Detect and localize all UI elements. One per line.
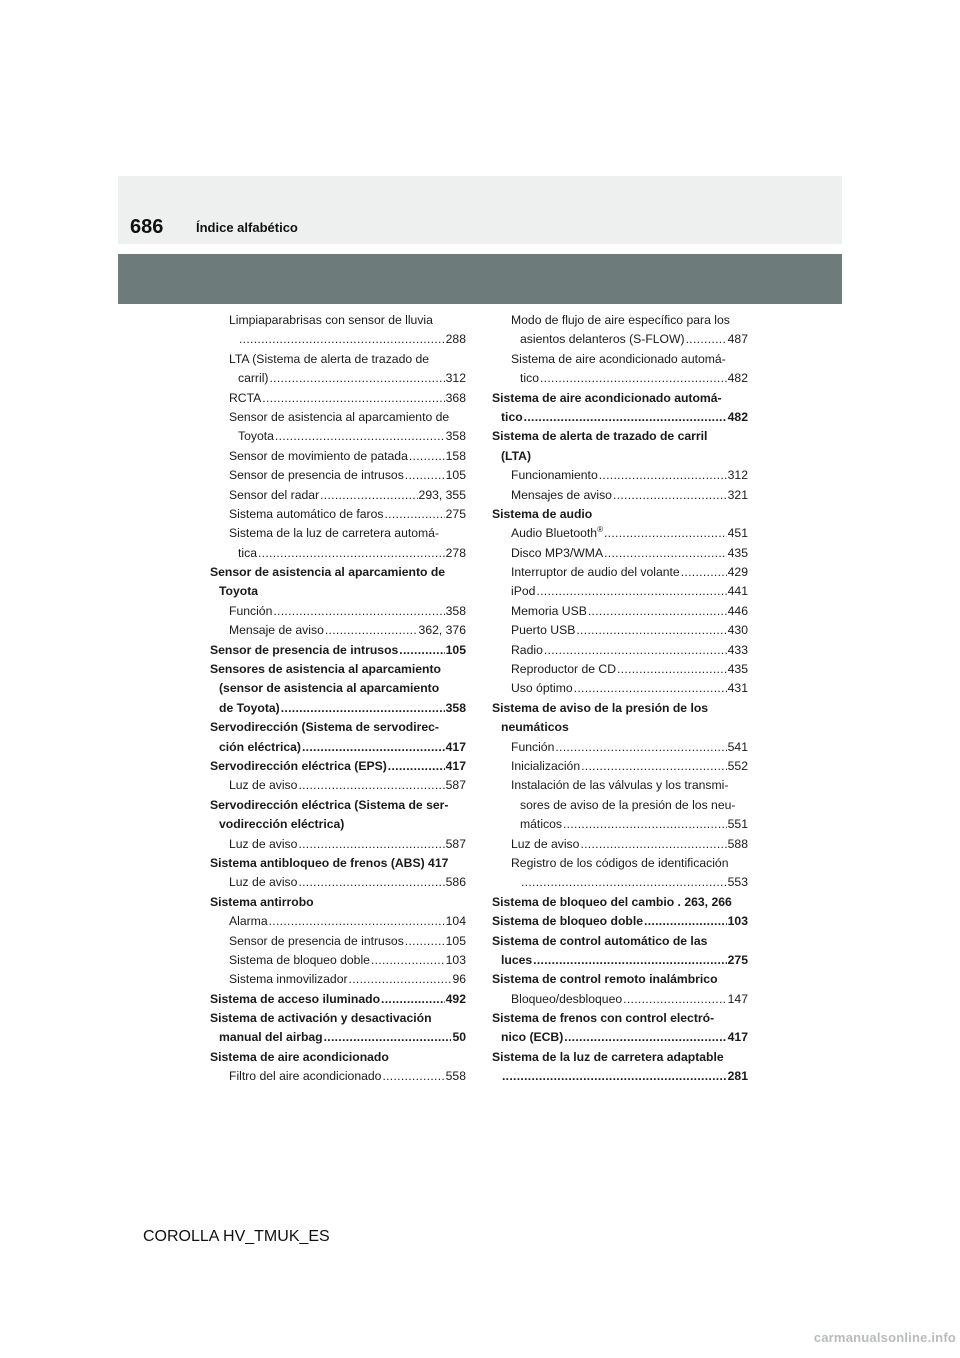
dot-leader — [324, 1028, 452, 1047]
dot-leader — [388, 757, 445, 776]
index-entry — [210, 854, 466, 873]
index-entry — [492, 408, 748, 427]
index-entry-text: Luz de aviso — [229, 836, 298, 851]
index-entry — [492, 854, 748, 873]
index-entry-text: Sistema de aire acondicionado automá- — [492, 390, 722, 405]
index-entry-text: Sistema antibloqueo de frenos (ABS) 417 — [210, 855, 449, 870]
index-entry-text: tico — [501, 409, 523, 424]
dot-leader — [320, 486, 417, 505]
dot-leader — [382, 1067, 444, 1086]
index-entry — [210, 1067, 466, 1086]
index-entry — [492, 389, 748, 408]
index-page-ref: 446 — [727, 603, 748, 618]
index-entry-text: de Toyota) — [219, 700, 280, 715]
index-entry — [210, 486, 466, 505]
dot-leader — [564, 1028, 726, 1047]
index-entry — [492, 427, 748, 446]
index-page-ref: 278 — [445, 545, 466, 560]
index-entry — [492, 621, 748, 640]
index-entry-text: Sistema de aviso de la presión de los — [492, 700, 709, 715]
index-entry-text: luces — [501, 952, 533, 967]
index-entry-text: Sistema automático de faros — [229, 506, 384, 521]
index-entry-text: Sensor de presencia de intrusos — [210, 642, 399, 657]
index-entry — [492, 718, 748, 737]
index-column-left — [210, 311, 466, 1087]
index-entry — [492, 835, 748, 854]
index-page-ref: 275 — [727, 952, 748, 967]
index-entry-text: Luz de aviso — [229, 778, 298, 793]
index-entry — [492, 796, 748, 815]
index-entry — [210, 427, 466, 446]
index-entry-text: Mensaje de aviso — [229, 623, 324, 638]
index-entry — [210, 408, 466, 427]
index-entry-text: Interruptor de audio del volante — [511, 565, 680, 580]
index-page-ref: 275 — [445, 506, 466, 521]
index-entry — [492, 815, 748, 834]
index-entry — [210, 990, 466, 1009]
index-entry-text: Bloqueo/desbloqueo — [511, 991, 623, 1006]
index-entry-text: Sistema antirrobo — [210, 894, 314, 909]
index-entry — [210, 776, 466, 795]
index-page-ref: 552 — [727, 758, 748, 773]
index-entry-text: Sistema inmovilizador — [229, 972, 348, 987]
index-entry — [492, 932, 748, 951]
index-page-ref: 541 — [727, 739, 748, 754]
dot-leader — [409, 447, 445, 466]
page-number: 686 — [130, 216, 164, 238]
index-entry — [210, 350, 466, 369]
index-entry-text: Alarma — [229, 914, 268, 929]
index-entry — [492, 738, 748, 757]
index-page-ref: 429 — [727, 565, 748, 580]
index-entry — [210, 330, 466, 349]
section-title: Índice alfabético — [196, 220, 298, 235]
index-entry — [210, 893, 466, 912]
dot-leader — [302, 738, 445, 757]
dot-leader — [239, 330, 445, 349]
index-page-ref: 147 — [727, 991, 748, 1006]
dot-leader — [576, 621, 726, 640]
index-page-ref: 441 — [727, 584, 748, 599]
dot-leader — [273, 602, 444, 621]
index-page-ref: 281 — [727, 1069, 748, 1084]
index-entry-text: Sensor de asistencia al aparcamiento de — [210, 565, 446, 580]
index-entry — [210, 447, 466, 466]
index-entry-text: Audio Bluetooth® — [511, 525, 603, 541]
index-page-ref: 417 — [727, 1030, 748, 1045]
index-entry — [492, 369, 748, 388]
index-entry-text: Sensores de asistencia al aparcamiento — [210, 662, 441, 677]
dot-leader — [544, 641, 727, 660]
watermark: carmanualsonline.info — [813, 1330, 956, 1345]
index-entry-text: manual del airbag — [219, 1030, 323, 1045]
index-entry-text: Sistema de control automático de las — [492, 933, 708, 948]
dot-leader — [599, 466, 727, 485]
index-entry — [210, 970, 466, 989]
index-entry — [210, 835, 466, 854]
index-page-ref: 451 — [727, 526, 748, 541]
index-entry-text: Reproductor de CD — [511, 662, 616, 677]
index-entry-text: Sensor de presencia de intrusos — [229, 933, 404, 948]
index-entry — [492, 582, 748, 601]
index-entry — [210, 602, 466, 621]
index-entry-text: Inicialización — [511, 758, 581, 773]
index-page-ref: 312 — [727, 468, 748, 483]
index-entry — [210, 544, 466, 563]
index-entry — [210, 679, 466, 698]
index-entry-text: Sistema de bloqueo del cambio . 263, 266 — [492, 894, 732, 909]
dot-leader — [281, 699, 445, 718]
index-entry-text: RCTA — [229, 390, 262, 405]
index-entry-text: tica — [238, 545, 257, 560]
index-entry-text: Toyota — [238, 429, 274, 444]
dot-leader — [613, 486, 727, 505]
index-page-ref: 487 — [727, 332, 748, 347]
index-entry — [210, 389, 466, 408]
index-entry-text: Sistema de la luz de carretera adaptable — [492, 1049, 724, 1064]
dot-leader — [298, 776, 444, 795]
index-entry-text: Limpiaparabrisas con sensor de lluvia — [229, 313, 433, 327]
index-entry — [492, 679, 748, 698]
dot-leader — [524, 408, 727, 427]
dot-leader — [298, 873, 444, 892]
index-page-ref: 96 — [452, 972, 466, 987]
footer-model-code: COROLLA HV_TMUK_ES — [143, 1228, 330, 1245]
dot-leader — [405, 932, 445, 951]
dot-leader — [399, 641, 444, 660]
dot-leader — [275, 427, 445, 446]
index-page-ref: 430 — [727, 623, 748, 638]
index-page-ref: 492 — [445, 991, 466, 1006]
index-entry — [210, 718, 466, 737]
index-entry-text: Registro de los códigos de identificación — [511, 855, 729, 870]
index-entry — [492, 466, 748, 485]
index-entry — [492, 893, 748, 912]
index-page-ref: 433 — [727, 642, 748, 657]
index-entry-text: Radio — [511, 642, 543, 657]
index-entry-text: Funcionamiento — [511, 468, 598, 483]
index-entry-text: vodirección eléctrica) — [219, 817, 345, 832]
dot-leader — [536, 582, 726, 601]
index-entry-text: (LTA) — [501, 448, 531, 463]
index-entry — [492, 350, 748, 369]
index-entry — [492, 544, 748, 563]
index-entry — [492, 641, 748, 660]
index-entry — [210, 738, 466, 757]
dot-leader — [502, 1067, 727, 1086]
dot-leader — [371, 951, 445, 970]
index-entry-text: Toyota — [219, 584, 259, 599]
index-entry-text: Sensor de presencia de intrusos — [229, 468, 404, 483]
index-entry-text: sores de aviso de la presión de los neu- — [520, 797, 736, 812]
index-page-ref: 417 — [445, 739, 466, 754]
index-page-ref: 358 — [445, 700, 466, 715]
index-entry — [210, 932, 466, 951]
dot-leader — [681, 563, 727, 582]
dot-leader — [381, 990, 445, 1009]
index-entry-text: Sistema de frenos con control electró- — [492, 1011, 715, 1026]
dot-leader — [521, 873, 727, 892]
index-entry-text: Sistema de acceso iluminado — [210, 991, 381, 1006]
index-entry — [492, 757, 748, 776]
index-entry — [210, 505, 466, 524]
index-entry — [492, 486, 748, 505]
index-entry-text: tico — [520, 371, 539, 386]
index-entry — [210, 796, 466, 815]
index-column-right — [492, 311, 748, 1087]
index-entry — [492, 330, 748, 349]
index-entry — [210, 621, 466, 640]
dot-leader — [540, 369, 727, 388]
dot-leader — [298, 835, 444, 854]
index-page-ref: 293, 355 — [418, 487, 466, 502]
index-entry — [492, 1009, 748, 1028]
index-page-ref: 435 — [727, 545, 748, 560]
index-entry-text: Servodirección (Sistema de servodirec- — [210, 720, 439, 735]
index-entry — [210, 951, 466, 970]
index-entry — [210, 369, 466, 388]
index-entry-text: Instalación de las válvulas y los transmi- — [511, 778, 729, 793]
index-entry-text: Servodirección eléctrica (EPS) — [210, 758, 387, 773]
index-entry — [492, 1067, 748, 1086]
index-entry — [492, 447, 748, 466]
index-entry-text: Sistema de audio — [492, 506, 593, 521]
index-entry-text: ción eléctrica) — [219, 739, 301, 754]
index-page-ref: 417 — [445, 758, 466, 773]
index-entry-text: carril) — [238, 371, 269, 386]
index-entry-text: asientos delanteros (S-FLOW) — [520, 332, 685, 347]
index-page-ref: 158 — [445, 448, 466, 463]
index-entry-text: Sensor de movimiento de patada — [229, 448, 408, 463]
index-entry-text: Sensor de asistencia al aparcamiento de — [229, 409, 450, 424]
index-entry-text: Sensor del radar — [229, 487, 320, 502]
index-entry — [492, 990, 748, 1009]
index-entry-text: Modo de flujo de aire específico para los — [511, 313, 730, 327]
dot-leader — [349, 970, 452, 989]
dot-leader — [604, 544, 727, 563]
index-entry-text: máticos — [520, 817, 562, 832]
index-entry-text: Uso óptimo — [511, 681, 573, 696]
index-page-ref: 431 — [727, 681, 748, 696]
index-entry — [492, 699, 748, 718]
index-page-ref: 321 — [727, 487, 748, 502]
index-entry — [210, 311, 466, 330]
index-page-ref: 362, 376 — [418, 623, 466, 638]
dot-leader — [644, 912, 727, 931]
dot-leader — [269, 912, 445, 931]
index-page-ref: 103 — [445, 952, 466, 967]
dot-leader — [581, 757, 727, 776]
index-entry — [210, 873, 466, 892]
index-entry-text: Sistema de bloqueo doble — [229, 952, 370, 967]
index-entry — [210, 1048, 466, 1067]
dot-leader — [384, 505, 444, 524]
index-entry — [492, 970, 748, 989]
index-entry-text: Sistema de control remoto inalámbrico — [492, 972, 718, 987]
index-entry — [492, 912, 748, 931]
index-page-ref: 551 — [727, 817, 748, 832]
index-entry-text: Sistema de aire acondicionado automá- — [511, 351, 726, 366]
index-entry — [210, 660, 466, 679]
index-entry — [210, 699, 466, 718]
index-page-ref: 587 — [445, 778, 466, 793]
index-entry-text: Sistema de alerta de trazado de carril — [492, 429, 708, 444]
index-page-ref: 103 — [727, 914, 748, 929]
index-page-ref: 105 — [445, 933, 466, 948]
index-entry — [210, 641, 466, 660]
header-bar — [118, 254, 842, 304]
dot-leader — [563, 815, 727, 834]
dot-leader — [258, 544, 445, 563]
dot-leader — [405, 466, 445, 485]
index-entry — [210, 582, 466, 601]
index-page-ref: 482 — [727, 371, 748, 386]
index-entry-text: Sistema de activación y desactivación — [210, 1011, 432, 1026]
index-entry-text: LTA (Sistema de alerta de trazado de — [229, 351, 430, 366]
index-entry-text: Filtro del aire acondicionado — [229, 1069, 382, 1084]
index-entry-text: Disco MP3/WMA — [511, 545, 604, 560]
index-entry-text: nico (ECB) — [501, 1030, 564, 1045]
dot-leader — [580, 835, 726, 854]
index-entry — [210, 1009, 466, 1028]
index-entry — [492, 873, 748, 892]
index-page-ref: 105 — [445, 642, 466, 657]
index-entry — [210, 524, 466, 543]
index-entry — [210, 563, 466, 582]
index-entry-text: iPod — [511, 584, 536, 599]
dot-leader — [269, 369, 444, 388]
index-entry — [492, 563, 748, 582]
index-entry — [492, 505, 748, 524]
index-entry — [210, 1028, 466, 1047]
index-entry-text: Sistema de la luz de carretera automá- — [229, 526, 439, 541]
dot-leader — [588, 602, 727, 621]
index-page-ref: 553 — [727, 875, 748, 890]
index-entry-text: Luz de aviso — [511, 836, 580, 851]
index-entry-text: Sistema de aire acondicionado — [210, 1049, 389, 1064]
dot-leader — [686, 330, 727, 349]
index-entry-text: Sistema de bloqueo doble — [492, 914, 644, 929]
index-page-ref: 105 — [445, 468, 466, 483]
dot-leader — [604, 524, 727, 543]
index-entry — [492, 951, 748, 970]
index-entry-text: Mensajes de aviso — [511, 487, 612, 502]
index-entry-text: Servodirección eléctrica (Sistema de ser- — [210, 797, 449, 812]
dot-leader — [555, 738, 726, 757]
index-entry — [492, 311, 748, 330]
index-page-ref: 588 — [727, 836, 748, 851]
index-page-ref: 368 — [445, 390, 466, 405]
index-page-ref: 358 — [445, 603, 466, 618]
index-entry-text: Función — [511, 739, 555, 754]
index-entry — [492, 1028, 748, 1047]
index-entry — [492, 1048, 748, 1067]
dot-leader — [574, 679, 727, 698]
index-entry — [492, 776, 748, 795]
index-entry-text: Luz de aviso — [229, 875, 298, 890]
index-entry-text: Memoria USB — [511, 603, 587, 618]
index-page-ref: 50 — [452, 1030, 466, 1045]
index-page-ref: 482 — [727, 409, 748, 424]
index-entry — [210, 815, 466, 834]
index-entry — [492, 524, 748, 543]
index-page-ref: 586 — [445, 875, 466, 890]
index-page-ref: 587 — [445, 836, 466, 851]
index-entry — [492, 660, 748, 679]
index-entry — [492, 602, 748, 621]
index-entry-text: neumáticos — [501, 720, 569, 735]
index-page-ref: 435 — [727, 662, 748, 677]
index-page-ref: 104 — [445, 914, 466, 929]
index-page-ref: 358 — [445, 429, 466, 444]
index-entry — [210, 912, 466, 931]
dot-leader — [262, 389, 444, 408]
dot-leader — [533, 951, 726, 970]
dot-leader — [623, 990, 727, 1009]
index-entry — [210, 466, 466, 485]
index-entry-text: Puerto USB — [511, 623, 576, 638]
dot-leader — [617, 660, 727, 679]
index-entry-text: (sensor de asistencia al aparcamiento — [219, 681, 440, 696]
index-entry — [210, 757, 466, 776]
index-entry-text: Función — [229, 603, 273, 618]
index-page-ref: 312 — [445, 371, 466, 386]
index-page-ref: 558 — [445, 1069, 466, 1084]
dot-leader — [325, 621, 418, 640]
index-page-ref: 288 — [445, 332, 466, 347]
